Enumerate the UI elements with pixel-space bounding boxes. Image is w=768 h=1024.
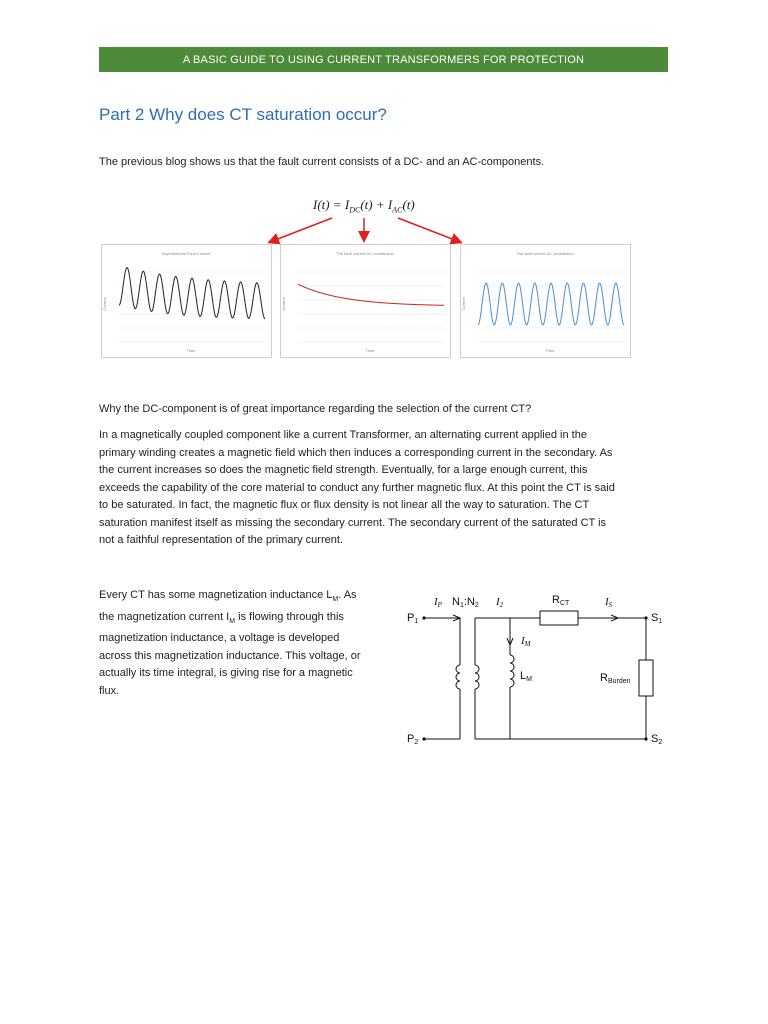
panel-xlabel: Time <box>365 348 375 353</box>
rct-resistor <box>540 611 578 625</box>
intro-paragraph: The previous blog shows us that the fault current consists of a DC- and an AC-components. <box>99 156 545 168</box>
s2-label: S2 <box>651 733 663 746</box>
i2-label: I2 <box>496 596 504 609</box>
lm-label: LM <box>520 670 532 683</box>
panel-ylabel: Current <box>461 297 466 311</box>
body-line: exceeds the capability of the core material to conduct any further magnetic flux. At this point the CT is said <box>99 481 615 494</box>
rburden-label: RBurden <box>600 672 631 685</box>
body-line: the current increases so does the magnetic field strength. Eventually, for a large enough current, this <box>99 464 588 476</box>
arrow-to-asym-panel <box>270 218 332 242</box>
panel-dc-contribution <box>280 244 451 358</box>
p1-terminal <box>422 616 425 619</box>
panel-asymmetrical-current <box>101 244 272 358</box>
panel-title: The fault current DC contribution <box>336 251 394 256</box>
ct-equivalent-circuit <box>400 585 700 755</box>
arrow-to-ac-panel <box>398 218 460 242</box>
panel-xlabel: Time <box>186 348 196 353</box>
ct-line: Every CT has some magnetization inductance $L_M$. As <box>99 589 357 604</box>
s2-terminal <box>644 737 647 740</box>
p2-label: P2 <box>407 733 419 746</box>
lm-inductor <box>510 655 514 687</box>
ct-line: actually its time integral, is giving rise for a magnetic <box>99 667 353 680</box>
page-title: Part 2 Why does CT saturation occur? <box>99 105 387 124</box>
rct-label: RCT <box>552 594 570 607</box>
ct-line: the magnetization current $I_M$ is flowing through this <box>99 610 344 625</box>
panel-title: Asymmetrical Fault Current <box>161 251 211 256</box>
ct-magnetization-paragraph <box>99 587 389 700</box>
document-header-title: A BASIC GUIDE TO USING CURRENT TRANSFORMERS FOR PROTECTION <box>182 53 585 66</box>
question-paragraph: Why the DC-component is of great importance regarding the selection of the current CT? <box>99 403 532 415</box>
is-label: IS <box>605 596 613 609</box>
ip-label: IP <box>434 596 442 609</box>
fault-current-formula: $I(t) = I_{DC}(t) + I_{AC}(t)$ <box>313 197 415 215</box>
p2-terminal <box>422 737 425 740</box>
panel-ac-contribution <box>460 244 631 358</box>
body-line: In a magnetically coupled component like a current Transformer, an alternating current applied in the <box>99 429 587 441</box>
p1-label: P1 <box>407 612 419 625</box>
body-paragraph <box>99 427 671 550</box>
body-line: not a faithful representation of the primary current. <box>99 534 343 546</box>
body-line: saturation manifest itself as missing the secondary current. The secondary current of the saturated CT is <box>99 516 607 529</box>
im-label: IM <box>521 635 531 648</box>
body-line: primary winding creates a magnetic field which then induces a corresponding current in the secondary. As <box>99 446 613 459</box>
panel-ylabel: Current <box>281 297 286 311</box>
s1-terminal <box>644 616 647 619</box>
primary-coil <box>456 665 460 689</box>
ct-line: flux. <box>99 684 120 697</box>
panel-ylabel: Current <box>102 297 107 311</box>
secondary-coil <box>475 665 479 689</box>
burden-resistor <box>639 660 653 696</box>
turns-ratio-label: N1:N2 <box>452 596 479 609</box>
s1-label: S1 <box>651 612 663 625</box>
ct-line: across this magnetization inductance. This voltage, or <box>99 649 361 662</box>
panel-title: The fault current AC contribution <box>516 251 574 256</box>
panel-xlabel: Time <box>545 348 555 353</box>
body-line: to be saturated. In fact, the magnetic flux or flux density is not linear all the way to saturation. The CT <box>99 499 590 511</box>
ct-line: magnetization inductance, a voltage is developed <box>99 632 340 645</box>
